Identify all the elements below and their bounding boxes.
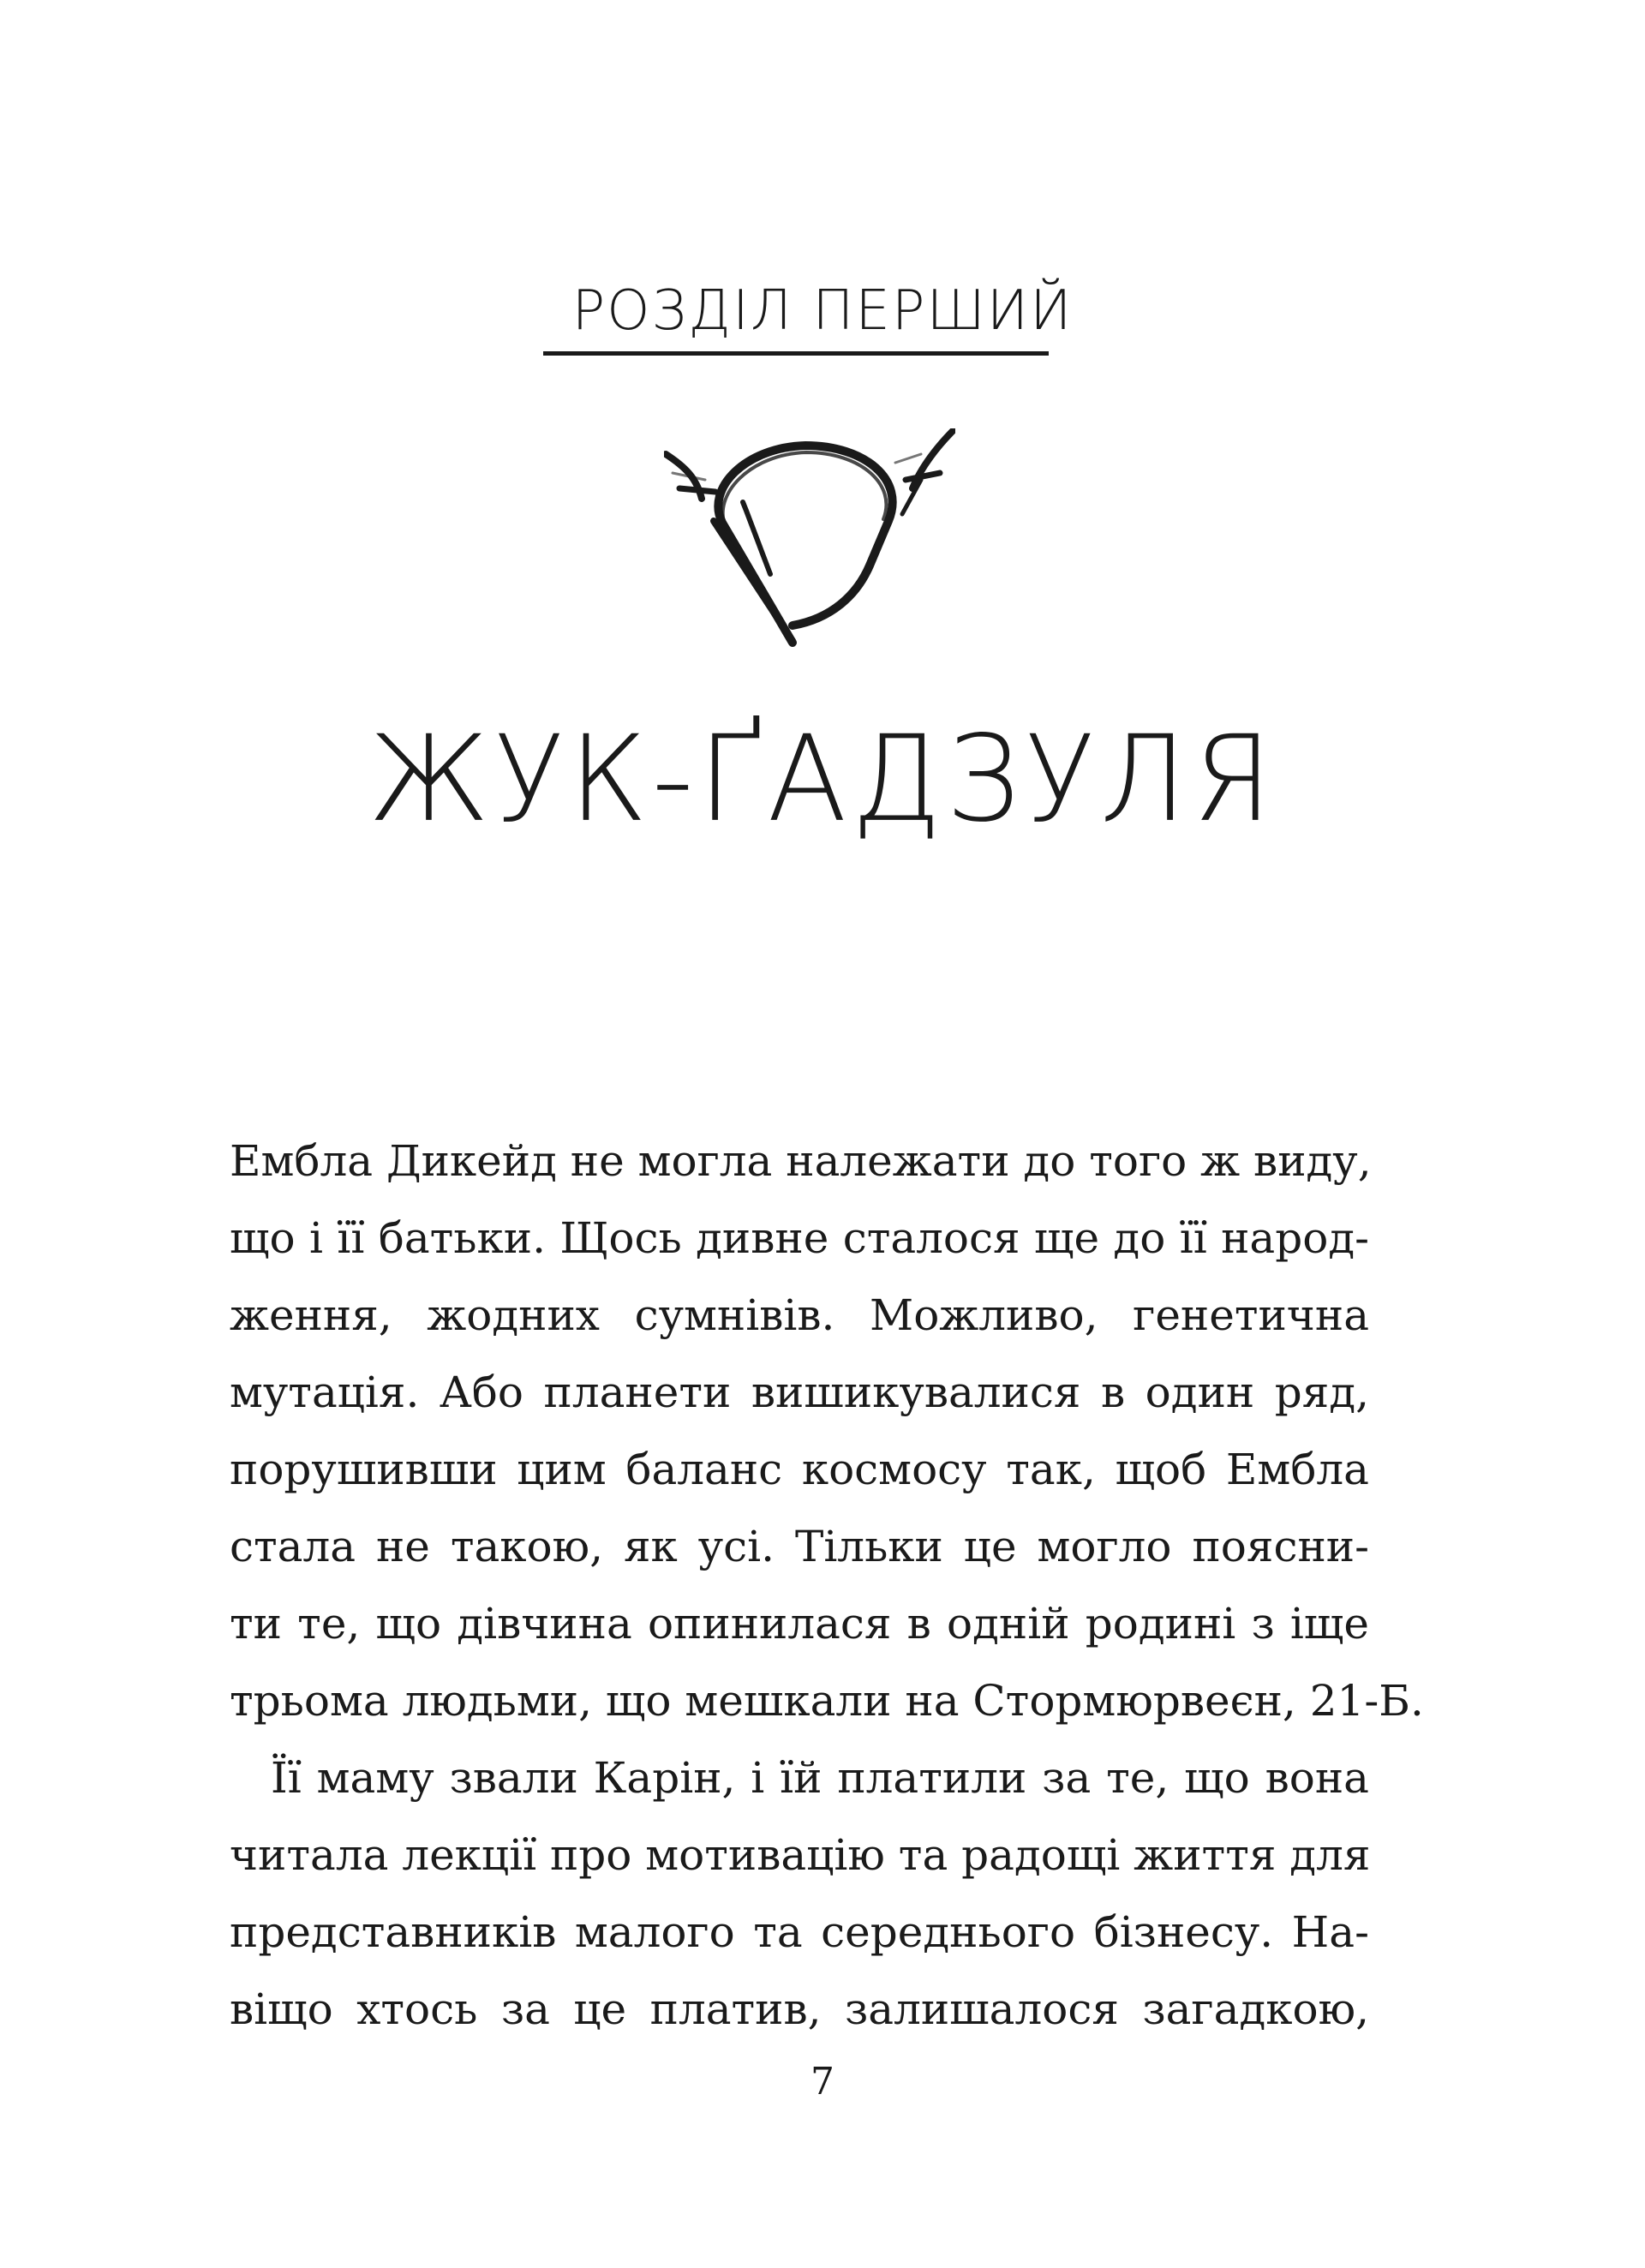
page-number: 7: [811, 2060, 834, 2103]
text-line: читала лекції про мотивацію та радощі життя для: [230, 1830, 1371, 1880]
body-text: [230, 1122, 1424, 2048]
rune-emblem-icon: [664, 428, 955, 660]
text-line: Ембла Дикейд не могла належати до того ж виду,: [230, 1136, 1372, 1186]
text-line: мутація. Або планети вишикувалися в один ряд,: [230, 1367, 1369, 1417]
chapter-label-underline: [543, 351, 1049, 356]
text-line: порушивши цим баланс космосу так, щоб Ембла: [230, 1445, 1369, 1494]
text-line: стала не такою, як усі. Тільки це могло поясни-: [230, 1522, 1369, 1571]
text-line: Її маму звали Карін, і їй платили за те, що вона: [271, 1753, 1369, 1803]
chapter-label: РОЗДІЛ ПЕРШИЙ: [571, 279, 1074, 343]
text-line: ти те, що дівчина опинилася в одній родині з іще: [230, 1599, 1369, 1649]
text-line: трьома людьми, що мешкали на Стормюрвеєн, 21-Б.: [230, 1676, 1424, 1726]
text-line: ження, жодних сумнівів. Можливо, генетична: [230, 1290, 1369, 1340]
text-line: віщо хтось за це платив, залишалося загадкою,: [230, 1984, 1369, 2034]
text-line: представників малого та середнього бізнесу. На-: [230, 1907, 1369, 1957]
chapter-title: ЖУК-ҐАДЗУЛЯ: [368, 710, 1277, 849]
text-line: що і її батьки. Щось дивне сталося ще до її народ-: [230, 1213, 1369, 1263]
